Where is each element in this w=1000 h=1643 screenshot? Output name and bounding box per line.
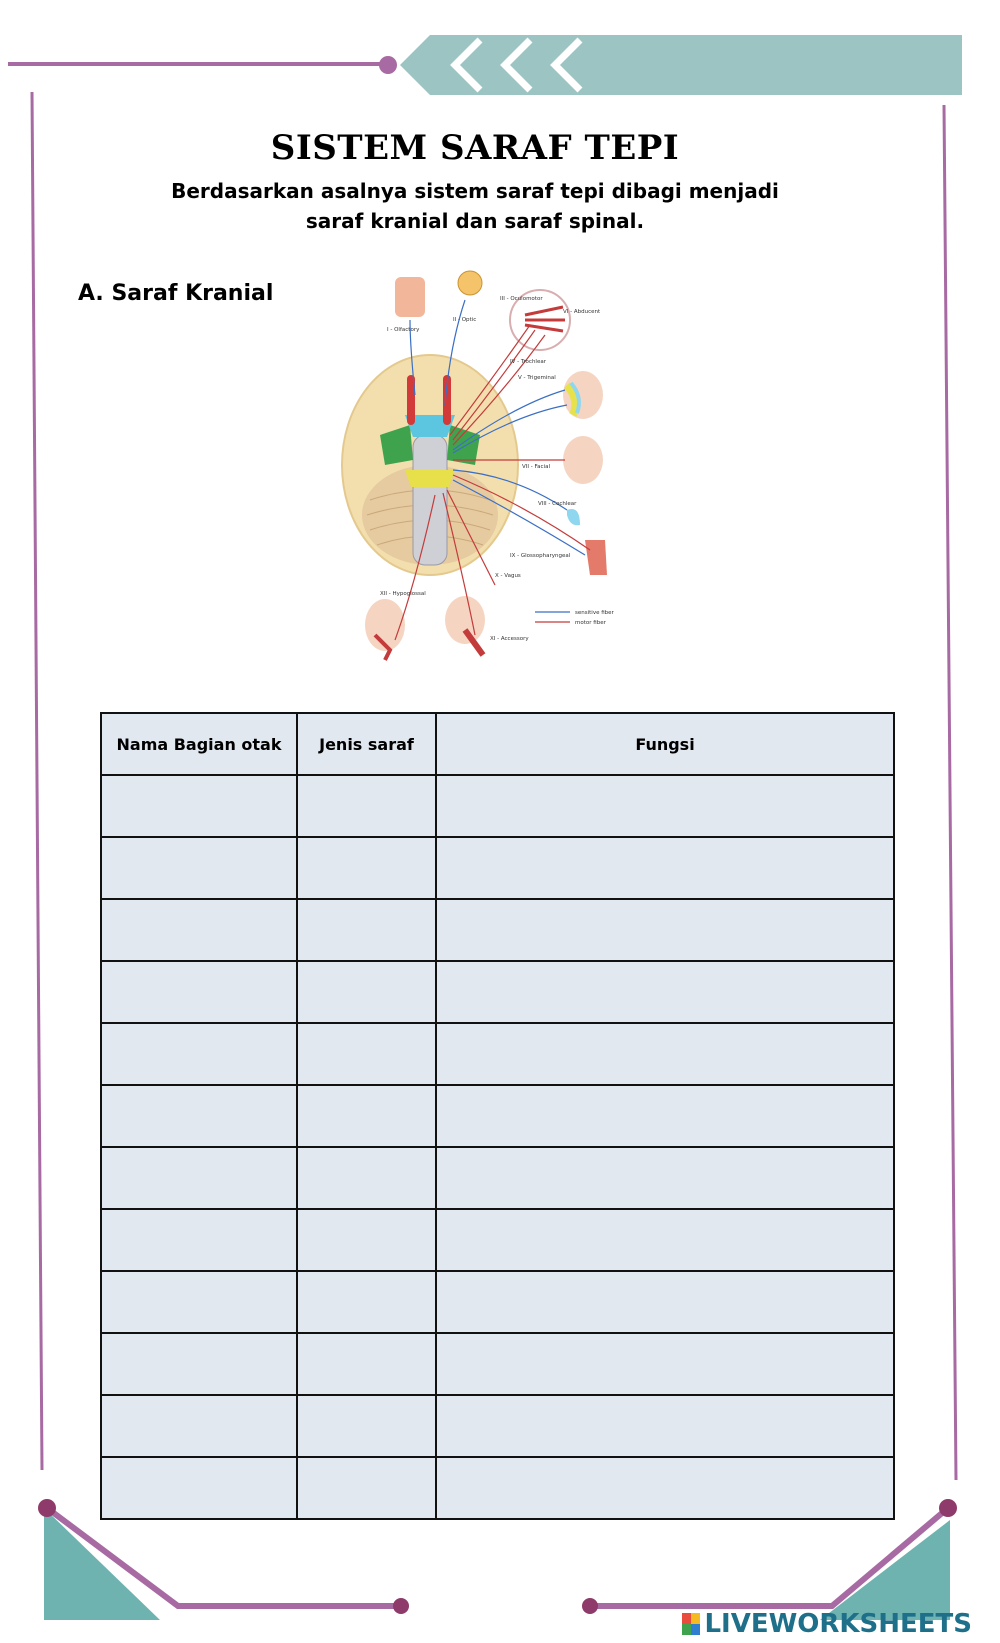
brand-text: LIVEWORKSHEETS: [704, 1609, 972, 1639]
table-row: [101, 837, 894, 899]
nose-icon: [395, 277, 425, 317]
label-trigeminal: V - Trigeminal: [518, 375, 556, 381]
answer-cell-jenis-saraf[interactable]: [297, 1457, 436, 1519]
answer-cell-jenis-saraf[interactable]: [297, 1085, 436, 1147]
throat-icon: [585, 540, 607, 575]
table-row: [101, 1209, 894, 1271]
answer-cell-jenis-saraf[interactable]: [297, 1147, 436, 1209]
answer-cell-nama-bagian-otak[interactable]: [101, 775, 297, 837]
table-header-row: [101, 713, 894, 775]
label-abducent: VI - Abducent: [563, 309, 601, 315]
page-title: SISTEM SARAF TEPI: [270, 128, 680, 168]
cochlea-icon: [567, 509, 580, 525]
answer-cell-fungsi[interactable]: [436, 837, 894, 899]
answer-cell-nama-bagian-otak[interactable]: [101, 1209, 297, 1271]
eye-icon: [458, 271, 482, 295]
header-jenis-saraf: Jenis saraf: [297, 713, 436, 775]
table-row: [101, 1023, 894, 1085]
answer-cell-jenis-saraf[interactable]: [297, 1333, 436, 1395]
answer-cell-nama-bagian-otak[interactable]: [101, 961, 297, 1023]
label-vagus: X - Vagus: [495, 573, 521, 579]
table-row: [101, 1457, 894, 1519]
label-trochlear: IV - Trochlear: [510, 359, 546, 365]
header-nama-bagian-otak: Nama Bagian otak: [101, 713, 297, 775]
table-row: [101, 1271, 894, 1333]
answer-cell-nama-bagian-otak[interactable]: [101, 1395, 297, 1457]
face-icon-accessory: [445, 596, 485, 644]
label-optic: II - Optic: [453, 317, 477, 323]
answer-cell-jenis-saraf[interactable]: [297, 1395, 436, 1457]
answer-cell-nama-bagian-otak[interactable]: [101, 837, 297, 899]
liveworksheets-logo: [682, 1609, 972, 1639]
answer-cell-nama-bagian-otak[interactable]: [101, 1271, 297, 1333]
legend-sensitive: sensitive fiber: [575, 610, 614, 616]
label-hypoglossal: XII - Hypoglossal: [380, 591, 426, 597]
section-heading: A. Saraf Kranial: [78, 281, 274, 306]
liveworksheets-logo-icon: [682, 1613, 700, 1635]
table-row: [101, 899, 894, 961]
page-subtitle: Berdasarkan asalnya sistem saraf tepi dibagi menjadi saraf kranial dan saraf spinal.: [171, 179, 779, 233]
label-glossopharyngeal: IX - Glossopharyngeal: [510, 553, 571, 559]
answer-cell-fungsi[interactable]: [436, 1457, 894, 1519]
answer-cell-fungsi[interactable]: [436, 775, 894, 837]
face-icon-facial: [563, 436, 603, 484]
answer-cell-fungsi[interactable]: [436, 1271, 894, 1333]
answer-cell-fungsi[interactable]: [436, 961, 894, 1023]
answer-cell-nama-bagian-otak[interactable]: [101, 899, 297, 961]
face-icon-trigeminal: [563, 371, 603, 419]
label-oculomotor: III - Oculomotor: [500, 296, 543, 302]
brainstem-shape: [413, 435, 447, 565]
table-row: [101, 775, 894, 837]
answer-cell-jenis-saraf[interactable]: [297, 899, 436, 961]
answer-cell-jenis-saraf[interactable]: [297, 961, 436, 1023]
table-row: [101, 1147, 894, 1209]
worksheet-table: [100, 712, 895, 1520]
table-row: [101, 1333, 894, 1395]
table-row: [101, 961, 894, 1023]
answer-cell-nama-bagian-otak[interactable]: [101, 1147, 297, 1209]
answer-cell-fungsi[interactable]: [436, 1333, 894, 1395]
answer-cell-fungsi[interactable]: [436, 1085, 894, 1147]
answer-cell-nama-bagian-otak[interactable]: [101, 1023, 297, 1085]
answer-cell-nama-bagian-otak[interactable]: [101, 1457, 297, 1519]
answer-cell-fungsi[interactable]: [436, 899, 894, 961]
answer-cell-nama-bagian-otak[interactable]: [101, 1085, 297, 1147]
diagram-legend: [535, 610, 615, 626]
header-fungsi: Fungsi: [436, 713, 894, 775]
answer-cell-jenis-saraf[interactable]: [297, 1209, 436, 1271]
answer-cell-nama-bagian-otak[interactable]: [101, 1333, 297, 1395]
answer-cell-fungsi[interactable]: [436, 1209, 894, 1271]
label-facial: VII - Facial: [522, 464, 550, 470]
answer-cell-fungsi[interactable]: [436, 1395, 894, 1457]
label-accessory: XI - Accessory: [490, 636, 529, 642]
answer-cell-jenis-saraf[interactable]: [297, 1271, 436, 1333]
answer-cell-jenis-saraf[interactable]: [297, 837, 436, 899]
answer-cell-fungsi[interactable]: [436, 1147, 894, 1209]
answer-cell-jenis-saraf[interactable]: [297, 775, 436, 837]
answer-cell-jenis-saraf[interactable]: [297, 1023, 436, 1085]
table-row: [101, 1395, 894, 1457]
legend-motor: motor fiber: [575, 620, 606, 626]
table-row: [101, 1085, 894, 1147]
label-cochlear: VIII - Cochlear: [538, 501, 577, 507]
cranial-nerves-diagram: [335, 265, 635, 685]
label-olfactory: I - Olfactory: [387, 327, 420, 333]
answer-cell-fungsi[interactable]: [436, 1023, 894, 1085]
